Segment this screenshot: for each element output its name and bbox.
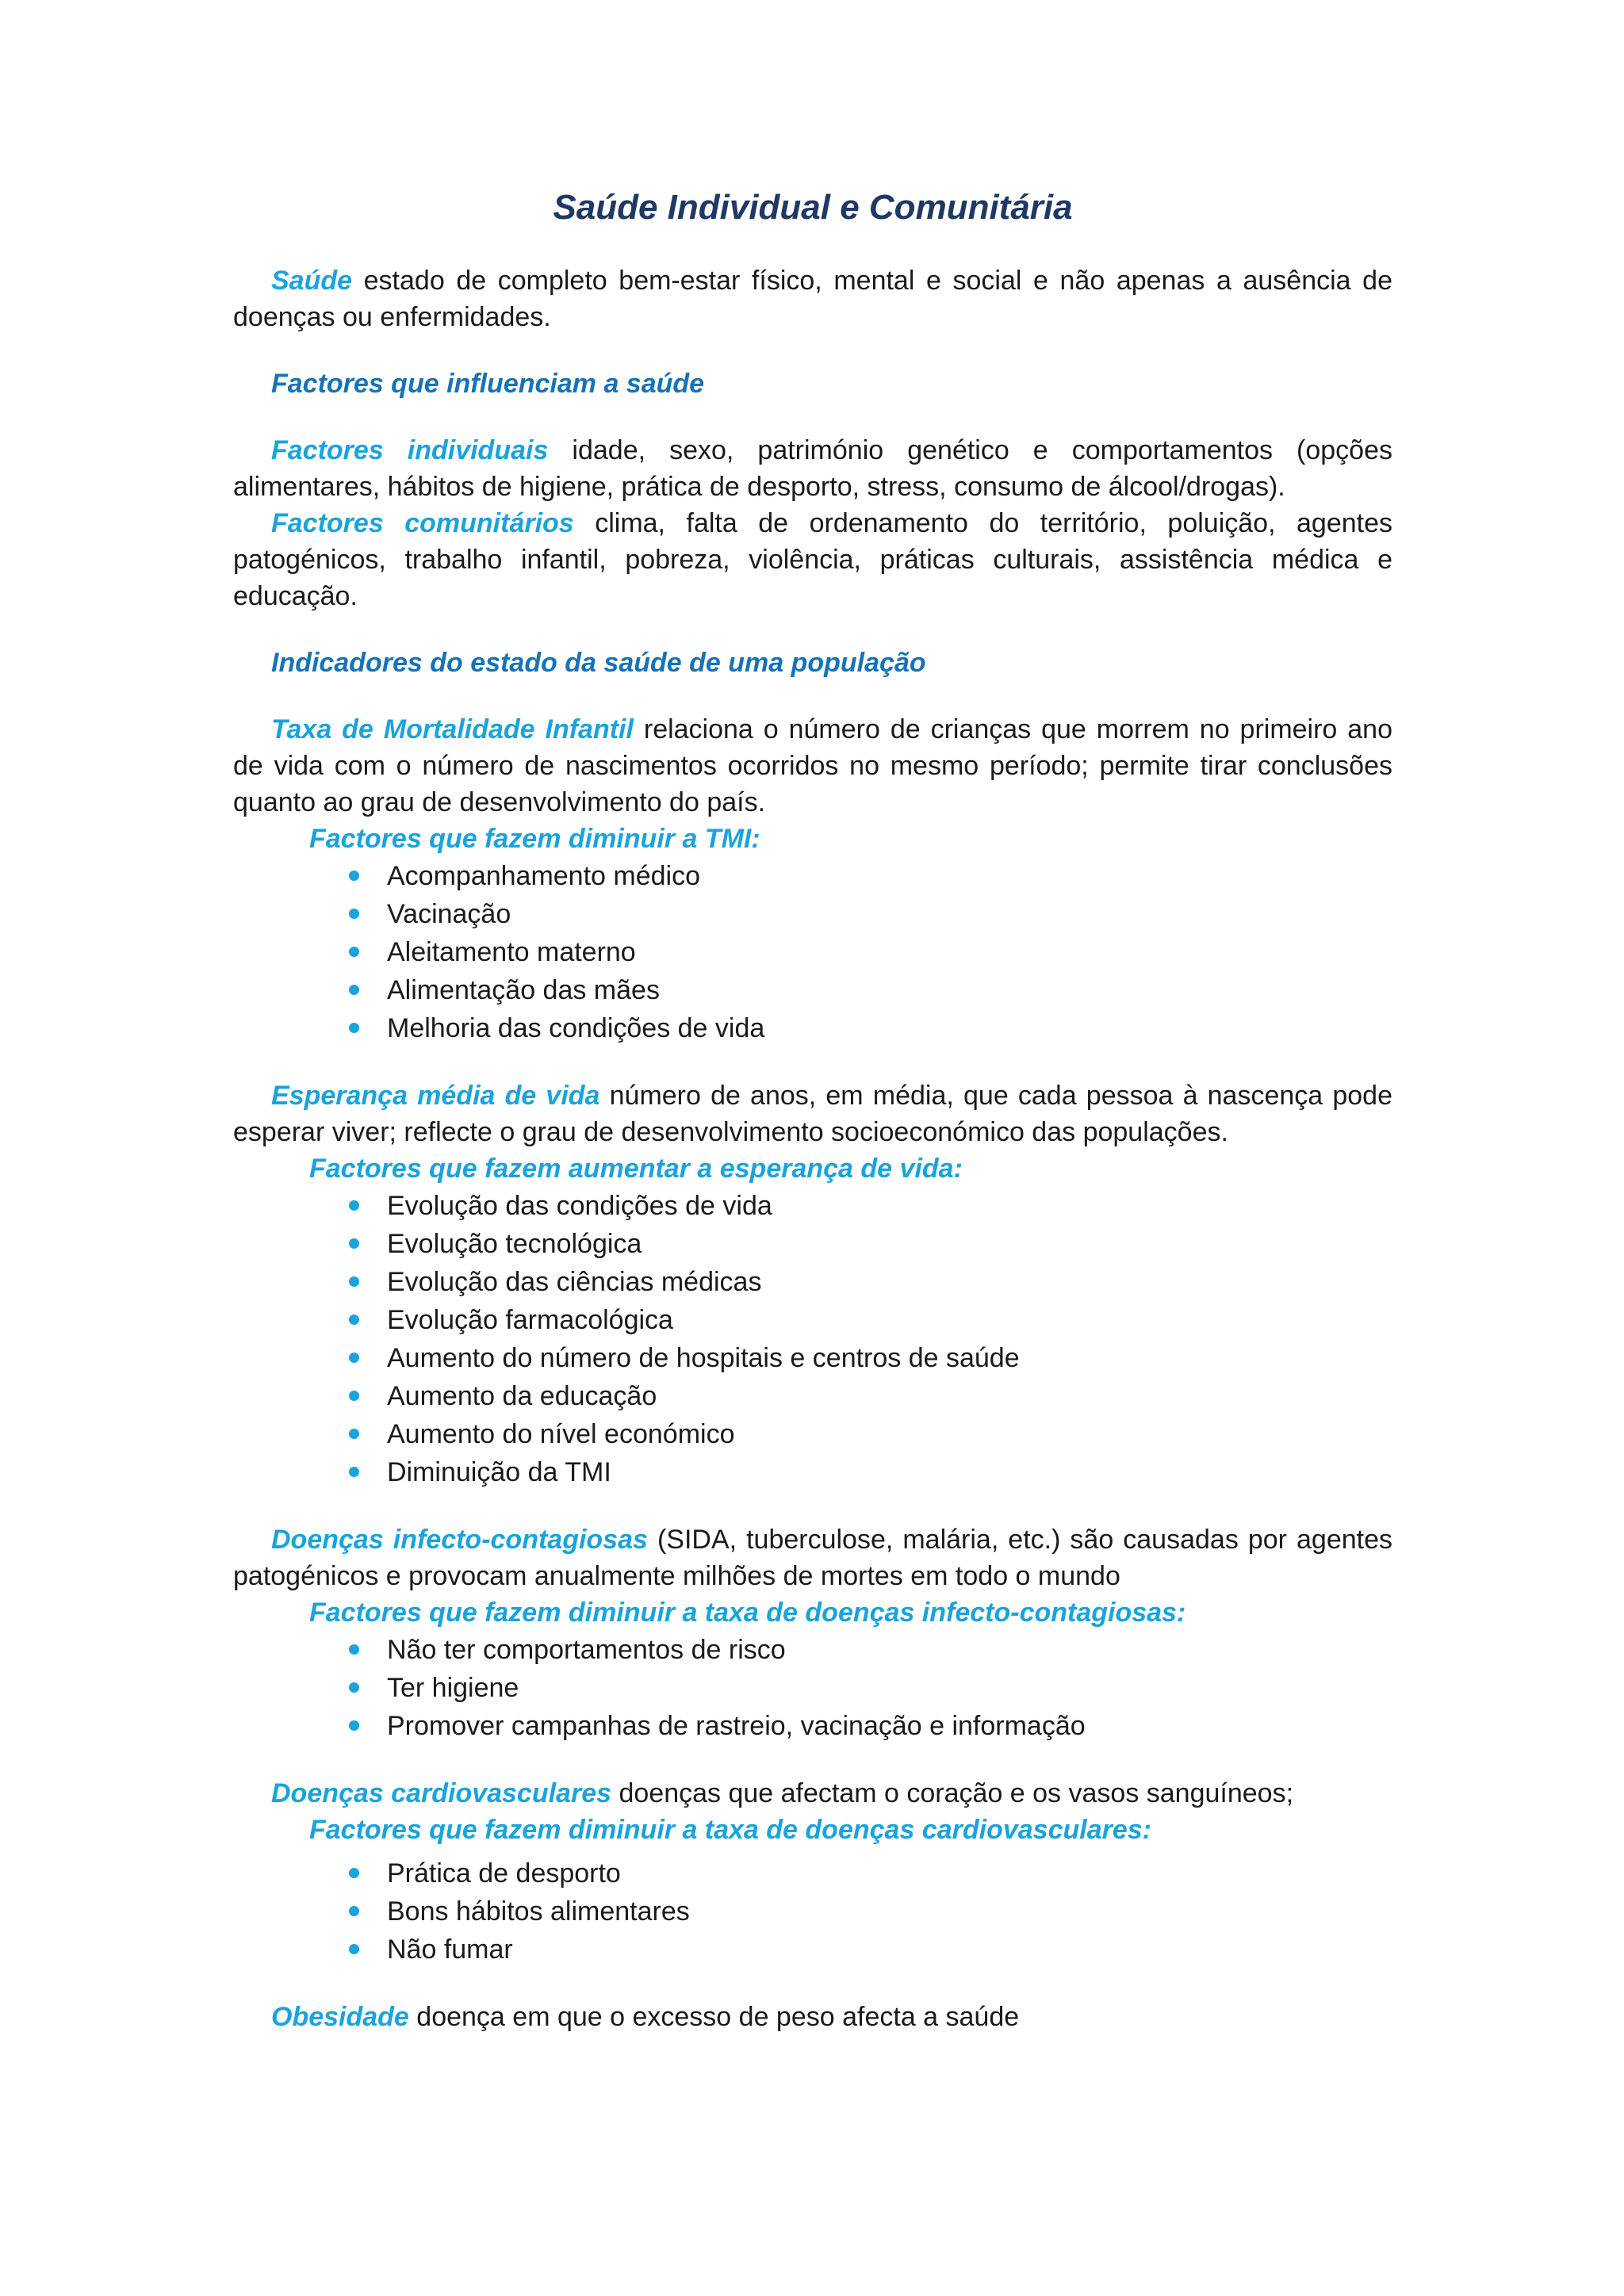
list-item: Aumento do número de hospitais e centros de saúde [349,1339,1392,1377]
factores-individuais-term: Factores individuais [271,434,549,465]
factores-comunitarios-term: Factores comunitários [271,507,574,538]
tmi-paragraph [233,711,1392,821]
list-item: Evolução das ciências médicas [349,1263,1392,1301]
cardio-subheading: Factores que fazem diminuir a taxa de doenças cardiovasculares: [309,1814,1151,1845]
cardio-list [233,1854,1392,1969]
obesidade-paragraph [233,1999,1392,2035]
list-item: Ter higiene [349,1669,1392,1707]
bullet-icon [349,1906,359,1916]
obesidade-term: Obesidade [271,2001,409,2032]
bullet-icon [349,1682,359,1693]
bullet-icon [349,1276,359,1287]
list-item: Não ter comportamentos de risco [349,1631,1392,1669]
infecto-list [233,1631,1392,1745]
infecto-subheading: Factores que fazem diminuir a taxa de doenças infecto-contagiosas: [309,1597,1186,1628]
list-item: Aumento do nível económico [349,1415,1392,1453]
factores-heading: Factores que influenciam a saúde [271,368,705,399]
saude-definition [233,262,1392,335]
list-item: Promover campanhas de rastreio, vacinação e informação [349,1707,1392,1745]
bullet-icon [349,1868,359,1878]
list-item: Aumento da educação [349,1377,1392,1415]
bullet-icon [349,1353,359,1363]
bullet-icon [349,1720,359,1731]
bullet-icon [349,947,359,957]
saude-term: Saúde [271,265,353,296]
bullet-icon [349,1314,359,1325]
bullet-icon [349,1429,359,1439]
esperanca-text: número de anos, em média, que cada pessoa à nascença pode esperar viver; reflecte o grau de desenvolvimento socioeconómico das populações. [233,1080,1392,1147]
list-item: Bons hábitos alimentares [349,1892,1392,1931]
bullet-icon [349,1200,359,1211]
bullet-icon [349,1023,359,1033]
list-item: Diminuição da TMI [349,1453,1392,1491]
document-page [233,187,1392,2035]
infecto-text: (SIDA, tuberculose, malária, etc.) são causadas por agentes patogénicos e provocam anualmente milhões de mortes em todo o mundo [233,1524,1392,1591]
cardio-paragraph [233,1775,1392,1812]
list-item: Aleitamento materno [349,933,1392,971]
bullet-icon [349,1391,359,1401]
list-item: Evolução das condições de vida [349,1187,1392,1225]
obesidade-text: doença em que o excesso de peso afecta a saúde [408,2001,1020,2032]
esperanca-term: Esperança média de vida [271,1080,600,1111]
page-title: Saúde Individual e Comunitária [553,188,1073,227]
list-item: Não fumar [349,1931,1392,1969]
list-item: Prática de desporto [349,1854,1392,1892]
tmi-list [233,857,1392,1047]
esperanca-subheading: Factores que fazem aumentar a esperança de vida: [309,1153,963,1184]
esperanca-paragraph [233,1077,1392,1150]
tmi-subheading: Factores que fazem diminuir a TMI: [309,823,760,854]
infecto-paragraph [233,1521,1392,1594]
factores-individuais-paragraph [233,432,1392,505]
list-item: Evolução tecnológica [349,1225,1392,1263]
bullet-icon [349,985,359,995]
list-item: Alimentação das mães [349,971,1392,1009]
infecto-term: Doenças infecto-contagiosas [271,1524,648,1555]
factores-comunitarios-text: clima, falta de ordenamento do território, poluição, agentes patogénicos, trabalho infantil, pobreza, violência, práticas culturais, assistência médica e educação. [233,507,1393,611]
bullet-icon [349,1238,359,1249]
bullet-icon [349,909,359,919]
list-item: Melhoria das condições de vida [349,1009,1392,1047]
bullet-icon [349,1944,359,1954]
list-item: Evolução farmacológica [349,1301,1392,1339]
tmi-term: Taxa de Mortalidade Infantil [271,714,634,744]
cardio-text: doenças que afectam o coração e os vasos sanguíneos; [611,1777,1294,1808]
cardio-term: Doenças cardiovasculares [271,1777,612,1808]
list-item: Acompanhamento médico [349,857,1392,895]
tmi-text: relaciona o número de crianças que morrem no primeiro ano de vida com o número de nascimentos ocorridos no mesmo período; permite tirar conclusões quanto ao grau de desenvolvimento do país. [233,714,1393,817]
list-item: Vacinação [349,895,1392,933]
esperanca-list [233,1187,1392,1491]
indicadores-heading: Indicadores do estado da saúde de uma população [271,647,926,678]
factores-comunitarios-paragraph [233,505,1392,614]
bullet-icon [349,871,359,881]
bullet-icon [349,1644,359,1655]
saude-text: estado de completo bem-estar físico, mental e social e não apenas a ausência de doenças ou enfermidades. [233,265,1392,332]
factores-individuais-text: idade, sexo, património genético e comportamentos (opções alimentares, hábitos de higiene, prática de desporto, stress, consumo de álcool/drogas). [233,434,1392,502]
bullet-icon [349,1467,359,1477]
